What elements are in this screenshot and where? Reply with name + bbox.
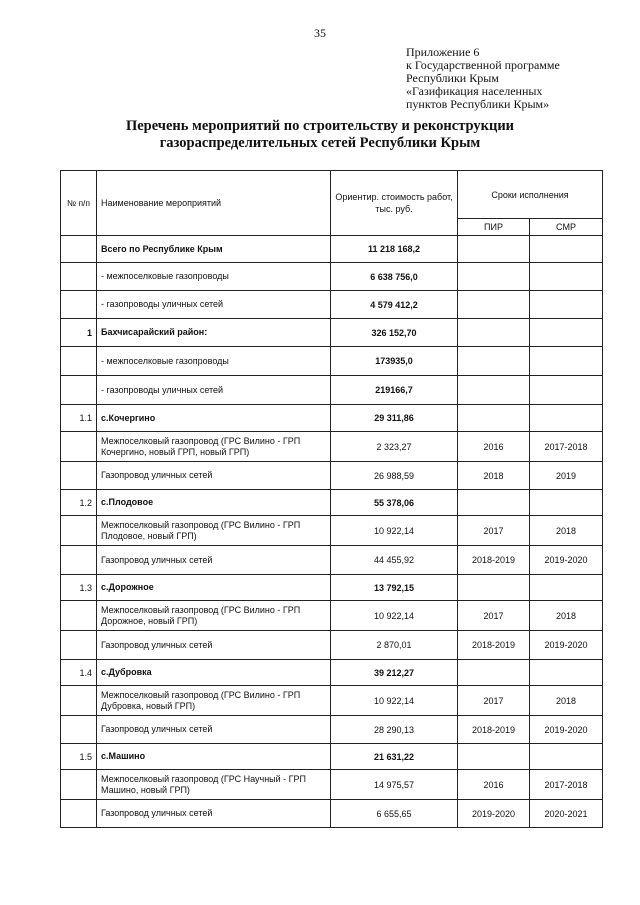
row-number: [61, 432, 97, 462]
row-pir: 2016: [458, 432, 530, 462]
row-name: с.Дубровка: [97, 660, 331, 686]
row-name: с.Кочергино: [97, 405, 331, 432]
row-number: [61, 516, 97, 546]
table-row: [61, 601, 603, 631]
row-cost: 326 152,70: [331, 319, 458, 347]
table-row: [61, 462, 603, 490]
row-pir: 2019-2020: [458, 800, 530, 828]
row-smr: 2019-2020: [530, 716, 603, 744]
row-name: - газопроводы уличных сетей: [97, 376, 331, 405]
table-row: [61, 319, 603, 347]
appendix-line: «Газификация населенных: [406, 84, 543, 98]
row-smr: [530, 291, 603, 319]
table-row: [61, 376, 603, 405]
page-number: 35: [314, 26, 326, 40]
row-cost: 14 975,57: [331, 770, 458, 800]
row-name: Бахчисарайский район:: [97, 319, 331, 347]
row-pir: [458, 405, 530, 432]
table-row: [61, 347, 603, 376]
header-smr: СМР: [530, 219, 603, 236]
appendix-line: пунктов Республики Крым»: [406, 97, 550, 111]
row-cost: 10 922,14: [331, 601, 458, 631]
row-cost: 44 455,92: [331, 546, 458, 575]
row-name: Газопровод уличных сетей: [97, 631, 331, 660]
row-smr: [530, 575, 603, 601]
row-cost: 28 290,13: [331, 716, 458, 744]
row-pir: [458, 263, 530, 291]
row-number: 1.4: [61, 660, 97, 686]
row-smr: [530, 490, 603, 516]
row-name: - межпоселковые газопроводы: [97, 347, 331, 376]
row-pir: 2018-2019: [458, 546, 530, 575]
table-row: [61, 716, 603, 744]
row-smr: 2018: [530, 601, 603, 631]
row-cost: 6 638 756,0: [331, 263, 458, 291]
row-number: [61, 376, 97, 405]
row-cost: 4 579 412,2: [331, 291, 458, 319]
table-row: [61, 291, 603, 319]
row-number: [61, 716, 97, 744]
row-cost: 26 988,59: [331, 462, 458, 490]
table-row: [61, 405, 603, 432]
table-row: [61, 546, 603, 575]
header-period: Сроки исполнения: [458, 171, 603, 219]
row-name: Межпоселковый газопровод (ГРС Вилино - ГРП Плодовое, новый ГРП): [97, 516, 331, 546]
row-cost: 21 631,22: [331, 744, 458, 770]
row-number: 1.5: [61, 744, 97, 770]
row-number: 1: [61, 319, 97, 347]
row-cost: 10 922,14: [331, 516, 458, 546]
row-cost: 11 218 168,2: [331, 236, 458, 263]
row-smr: [530, 405, 603, 432]
table-row: [61, 800, 603, 828]
row-number: 1.3: [61, 575, 97, 601]
row-smr: [530, 744, 603, 770]
table-row: [61, 490, 603, 516]
row-name: - газопроводы уличных сетей: [97, 291, 331, 319]
row-name: Газопровод уличных сетей: [97, 800, 331, 828]
appendix-line: Приложение 6: [406, 45, 480, 59]
table-row: [61, 432, 603, 462]
header-name: Наименование мероприятий: [97, 171, 331, 236]
row-pir: [458, 744, 530, 770]
table-row: [61, 660, 603, 686]
row-smr: [530, 376, 603, 405]
row-number: [61, 462, 97, 490]
row-number: [61, 770, 97, 800]
row-name: Межпоселковый газопровод (ГРС Вилино - ГРП Дорожное, новый ГРП): [97, 601, 331, 631]
document-title: [0, 118, 640, 152]
row-smr: [530, 347, 603, 376]
appendix-line: Республики Крым: [406, 71, 499, 85]
row-name: с.Дорожное: [97, 575, 331, 601]
row-name: Межпоселковый газопровод (ГРС Вилино - ГРП Дубровка, новый ГРП): [97, 686, 331, 716]
row-number: [61, 601, 97, 631]
title-line-2: газораспределительных сетей Республики Крым: [159, 135, 481, 151]
title-line-1: Перечень мероприятий по строительству и реконструкции: [125, 118, 515, 134]
row-cost: 219166,7: [331, 376, 458, 405]
row-smr: 2017-2018: [530, 432, 603, 462]
row-smr: [530, 660, 603, 686]
row-smr: 2018: [530, 516, 603, 546]
row-cost: 2 323,27: [331, 432, 458, 462]
row-name: - межпоселковые газопроводы: [97, 263, 331, 291]
row-smr: 2019-2020: [530, 631, 603, 660]
appendix-note: [406, 46, 636, 111]
row-number: 1.2: [61, 490, 97, 516]
measures-table: [60, 170, 603, 828]
row-name: Газопровод уличных сетей: [97, 462, 331, 490]
row-name: с.Машино: [97, 744, 331, 770]
row-smr: 2017-2018: [530, 770, 603, 800]
header-pir: ПИР: [458, 219, 530, 236]
row-pir: 2017: [458, 516, 530, 546]
row-name: Газопровод уличных сетей: [97, 716, 331, 744]
table-row: [61, 686, 603, 716]
row-number: [61, 546, 97, 575]
row-smr: [530, 263, 603, 291]
row-cost: 6 655,65: [331, 800, 458, 828]
appendix-line: к Государственной программе: [406, 58, 560, 72]
row-name: Межпоселковый газопровод (ГРС Вилино - ГРП Кочергино, новый ГРП, новый ГРП): [97, 432, 331, 462]
table-row: [61, 516, 603, 546]
row-pir: [458, 490, 530, 516]
row-smr: 2018: [530, 686, 603, 716]
row-number: [61, 291, 97, 319]
header-number: № п/п: [61, 171, 97, 236]
row-name: Межпоселковый газопровод (ГРС Научный - ГРП Машино, новый ГРП): [97, 770, 331, 800]
row-cost: 173935,0: [331, 347, 458, 376]
row-number: 1.1: [61, 405, 97, 432]
row-pir: 2018-2019: [458, 631, 530, 660]
table-row: [61, 770, 603, 800]
row-pir: 2017: [458, 686, 530, 716]
header-cost: Ориентир. стоимость работ, тыс. руб.: [331, 171, 458, 236]
row-smr: [530, 319, 603, 347]
row-cost: 2 870,01: [331, 631, 458, 660]
row-pir: 2018: [458, 462, 530, 490]
row-pir: 2018-2019: [458, 716, 530, 744]
row-number: [61, 263, 97, 291]
table-row: [61, 263, 603, 291]
row-cost: 13 792,15: [331, 575, 458, 601]
row-pir: [458, 347, 530, 376]
row-smr: 2019-2020: [530, 546, 603, 575]
row-name: Всего по Республике Крым: [97, 236, 331, 263]
row-pir: [458, 376, 530, 405]
row-pir: [458, 575, 530, 601]
row-cost: 55 378,06: [331, 490, 458, 516]
row-pir: [458, 660, 530, 686]
table-header-row: [61, 171, 603, 219]
table-row: [61, 631, 603, 660]
row-pir: 2016: [458, 770, 530, 800]
row-number: [61, 236, 97, 263]
row-pir: [458, 319, 530, 347]
row-smr: 2019: [530, 462, 603, 490]
row-number: [61, 686, 97, 716]
row-cost: 29 311,86: [331, 405, 458, 432]
row-pir: 2017: [458, 601, 530, 631]
table-row: [61, 744, 603, 770]
row-name: Газопровод уличных сетей: [97, 546, 331, 575]
row-pir: [458, 291, 530, 319]
row-smr: 2020-2021: [530, 800, 603, 828]
row-cost: 10 922,14: [331, 686, 458, 716]
row-cost: 39 212,27: [331, 660, 458, 686]
row-pir: [458, 236, 530, 263]
row-smr: [530, 236, 603, 263]
table-row: [61, 236, 603, 263]
table-row: [61, 575, 603, 601]
row-number: [61, 347, 97, 376]
row-name: с.Плодовое: [97, 490, 331, 516]
row-number: [61, 800, 97, 828]
row-number: [61, 631, 97, 660]
